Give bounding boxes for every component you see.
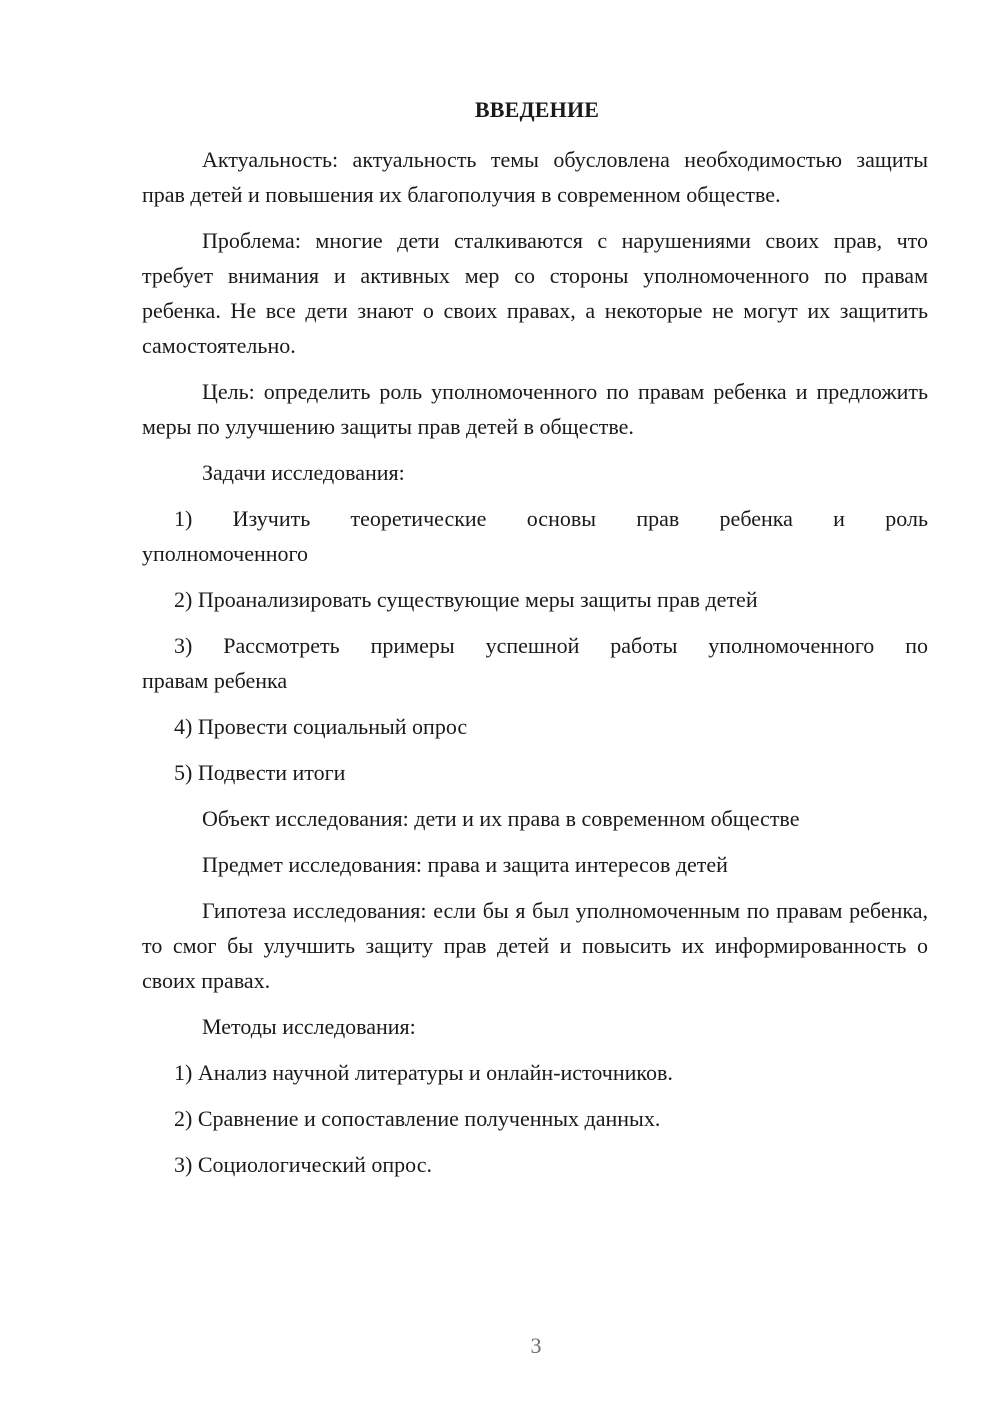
- task-item-2: [142, 582, 928, 617]
- task-item-1-line-2: уполномоченного: [142, 541, 309, 566]
- task-item-4: [142, 709, 928, 744]
- method-item-2: 2) Сравнение и сопоставление полученных данных.: [174, 1106, 661, 1131]
- task-item-3: [142, 628, 928, 698]
- method-item-3: 3) Социологический опрос.: [174, 1152, 432, 1177]
- task-item-3-line-2: правам ребенка: [142, 668, 288, 693]
- hypothesis-paragraph: Гипотеза исследования: если бы я был уполномоченным по правам ребенка, то смог бы улучшить защиту прав детей и повысить их информированность о своих правах.: [142, 898, 928, 993]
- task-item-5: [142, 755, 928, 790]
- goal-paragraph: Цель: определить роль уполномоченного по правам ребенка и предложить меры по улучшению защиты прав детей в обществе.: [142, 379, 928, 439]
- task-item-5-text: 5) Подвести итоги: [174, 760, 346, 785]
- tasks-heading: Задачи исследования:: [202, 460, 405, 485]
- section-title: ВВЕДЕНИЕ: [474, 97, 600, 122]
- task-item-3-line-1: 3) Рассмотреть примеры успешной работы уполномоченного по: [174, 633, 928, 658]
- task-item-1-line-1: 1) Изучить теоретические основы прав ребенка и роль: [174, 506, 928, 531]
- relevance-paragraph: Актуальность: актуальность темы обусловлена необходимостью защиты прав детей и повышения их благополучия в современном обществе.: [142, 147, 928, 207]
- page-number: 3: [530, 1333, 542, 1358]
- task-item-2-text: 2) Проанализировать существующие меры защиты прав детей: [174, 587, 758, 612]
- methods-heading: Методы исследования:: [202, 1014, 416, 1039]
- method-item-1: 1) Анализ научной литературы и онлайн-источников.: [174, 1060, 673, 1085]
- document-body: [142, 95, 928, 1193]
- subject-paragraph: Предмет исследования: права и защита интересов детей: [202, 852, 728, 877]
- problem-paragraph: Проблема: многие дети сталкиваются с нарушениями своих прав, что требует внимания и активных мер со стороны уполномоченного по правам ребенка. Не все дети знают о своих правах, а некоторые не могут их защитить самостоятельно.: [142, 228, 928, 358]
- object-paragraph: Объект исследования: дети и их права в современном обществе: [202, 806, 800, 831]
- task-item-1: [142, 501, 928, 571]
- task-item-4-text: 4) Провести социальный опрос: [174, 714, 468, 739]
